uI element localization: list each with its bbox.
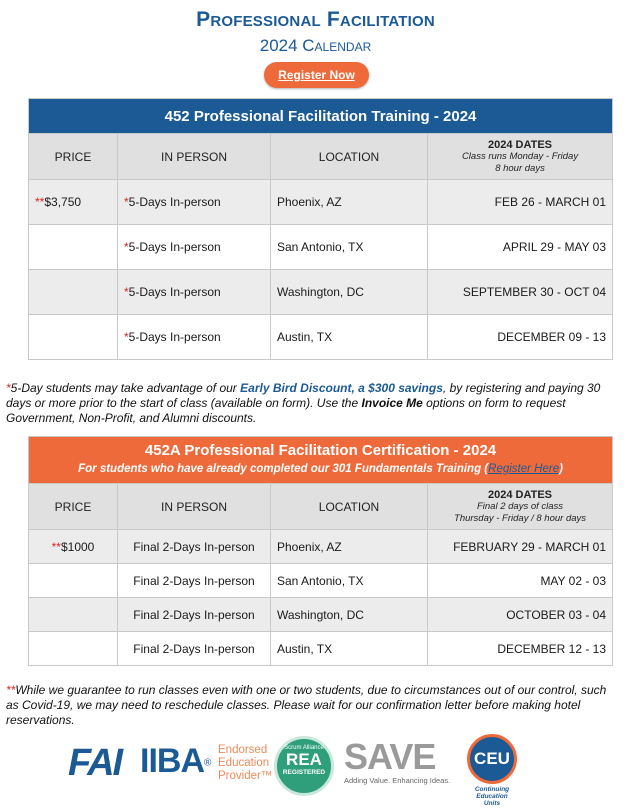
in-person-cell: Final 2-Days In-person xyxy=(118,530,271,564)
location-cell: Austin, TX xyxy=(271,632,428,666)
column-header-in-person: IN PERSON xyxy=(118,134,271,180)
training-schedule-table xyxy=(28,98,613,360)
in-person-cell: *5-Days In-person xyxy=(118,270,271,315)
column-header-in-person: IN PERSON xyxy=(118,484,271,530)
price-cell: **$3,750 xyxy=(29,180,118,225)
early-bird-note: *5-Day students may take advantage of our Early Bird Discount, a $300 savings, by registering and paying 30 days or more prior to the start of class (available on form). Use the Invoice Me options on form to request Government, Non-Profit, and Alumni discounts. xyxy=(6,381,601,425)
dates-cell: SEPTEMBER 30 - OCT 04 xyxy=(428,270,613,315)
in-person-cell: Final 2-Days In-person xyxy=(118,564,271,598)
price-cell xyxy=(29,270,118,315)
column-header-dates: 2024 DATES Final 2 days of class Thursday - Friday / 8 hour days xyxy=(428,484,613,530)
table-row xyxy=(29,598,613,632)
ceu-logo: CEU Continuing Education Units xyxy=(460,734,524,807)
in-person-cell: Final 2-Days In-person xyxy=(118,632,271,666)
dates-cell: DECEMBER 12 - 13 xyxy=(428,632,613,666)
column-header-price: PRICE xyxy=(29,484,118,530)
column-header-location: LOCATION xyxy=(271,484,428,530)
certification-schedule-table xyxy=(28,436,613,666)
table-row xyxy=(29,564,613,598)
dates-cell: DECEMBER 09 - 13 xyxy=(428,315,613,360)
register-now-button[interactable]: Register Now xyxy=(264,62,369,88)
column-header-dates: 2024 DATES Class runs Monday - Friday 8 hour days xyxy=(428,134,613,180)
fai-logo: FAI xyxy=(68,742,122,784)
dates-cell: MAY 02 - 03 xyxy=(428,564,613,598)
location-cell: Washington, DC xyxy=(271,598,428,632)
table-row xyxy=(29,530,613,564)
dates-cell: OCTOBER 03 - 04 xyxy=(428,598,613,632)
scrum-rea-badge: Scrum Alliance REA REGISTERED xyxy=(274,736,334,796)
in-person-cell: *5-Days In-person xyxy=(118,180,271,225)
page-subtitle: 2024 Calendar xyxy=(259,36,372,55)
dates-cell: FEB 26 - MARCH 01 xyxy=(428,180,613,225)
price-cell: **$1000 xyxy=(29,530,118,564)
price-cell xyxy=(29,632,118,666)
column-header-price: PRICE xyxy=(29,134,118,180)
register-here-link[interactable]: Register Here xyxy=(488,463,560,475)
location-cell: San Antonio, TX xyxy=(271,564,428,598)
in-person-cell: *5-Days In-person xyxy=(118,315,271,360)
iiba-logo: IIBA® xyxy=(140,742,212,780)
location-cell: Washington, DC xyxy=(271,270,428,315)
price-cell xyxy=(29,225,118,270)
training-table-banner: 452 Professional Facilitation Training - 2024 xyxy=(29,99,613,134)
page-title: Professional Facilitation xyxy=(196,8,435,31)
dates-cell: APRIL 29 - MAY 03 xyxy=(428,225,613,270)
location-cell: Phoenix, AZ xyxy=(271,180,428,225)
table-row xyxy=(29,180,613,225)
partner-logos xyxy=(68,734,548,807)
reschedule-note: **While we guarantee to run classes even with one or two students, due to circumstances out of our control, such as Covid-19, we may need to reschedule classes. Please wait for our confirmation letter before making hotel reservations. xyxy=(6,683,607,727)
iiba-endorsed-text: Endorsed Education Provider™ xyxy=(218,744,273,782)
location-cell: Austin, TX xyxy=(271,315,428,360)
certification-table-banner: 452A Professional Facilitation Certification - 2024 For students who have already completed our 301 Fundamentals Training (Register Here) xyxy=(29,437,613,484)
price-cell xyxy=(29,598,118,632)
in-person-cell: *5-Days In-person xyxy=(118,225,271,270)
in-person-cell: Final 2-Days In-person xyxy=(118,598,271,632)
price-cell xyxy=(29,564,118,598)
column-header-location: LOCATION xyxy=(271,134,428,180)
price-cell xyxy=(29,315,118,360)
table-row xyxy=(29,632,613,666)
dates-cell: FEBRUARY 29 - MARCH 01 xyxy=(428,530,613,564)
location-cell: San Antonio, TX xyxy=(271,225,428,270)
save-logo: SAVE Adding Value. Enhancing Ideas. xyxy=(344,736,451,785)
location-cell: Phoenix, AZ xyxy=(271,530,428,564)
table-row xyxy=(29,315,613,360)
table-row xyxy=(29,225,613,270)
table-row xyxy=(29,270,613,315)
